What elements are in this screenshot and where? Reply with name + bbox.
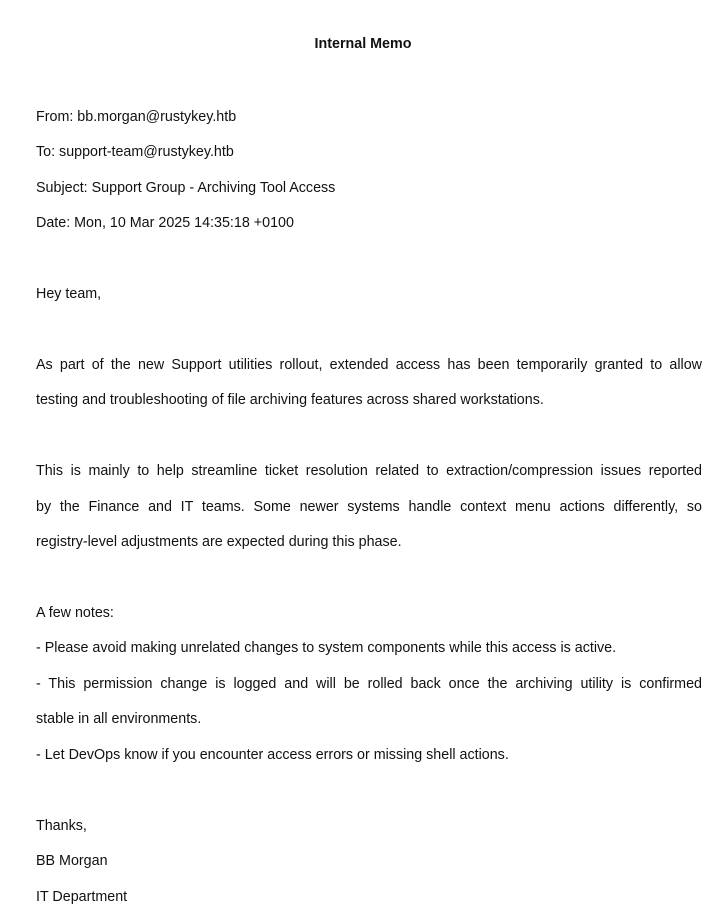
memo-title: Internal Memo [314,36,412,52]
paragraph-2-line-2: by the Finance and IT teams. Some newer systems handle context menu actions differently, so [36,499,702,515]
note-2-line-2: stable in all environments. [36,711,202,727]
date-line: Date: Mon, 10 Mar 2025 14:35:18 +0100 [36,215,294,231]
from-line: From: bb.morgan@rustykey.htb [36,109,237,125]
notes-heading: A few notes: [36,605,114,621]
paragraph-2-line-1: This is mainly to help streamline ticket resolution related to extraction/compression issues reported [36,463,702,479]
note-1: - Please avoid making unrelated changes to system components while this access is active. [36,640,617,656]
greeting: Hey team, [36,286,102,302]
signature-name: BB Morgan [36,853,108,869]
to-line: To: support-team@rustykey.htb [36,144,234,160]
signature-closing: Thanks, [36,818,87,834]
note-2-line-1: - This permission change is logged and will be rolled back once the archiving utility is confirmed [36,676,702,692]
paragraph-1-line-1: As part of the new Support utilities rollout, extended access has been temporarily granted to allow [36,357,702,373]
signature-department: IT Department [36,889,128,905]
paragraph-1-line-2: testing and troubleshooting of file archiving features across shared workstations. [36,392,544,408]
subject-line: Subject: Support Group - Archiving Tool Access [36,180,336,196]
paragraph-2-line-3: registry-level adjustments are expected during this phase. [36,534,402,550]
note-3: - Let DevOps know if you encounter access errors or missing shell actions. [36,747,509,763]
